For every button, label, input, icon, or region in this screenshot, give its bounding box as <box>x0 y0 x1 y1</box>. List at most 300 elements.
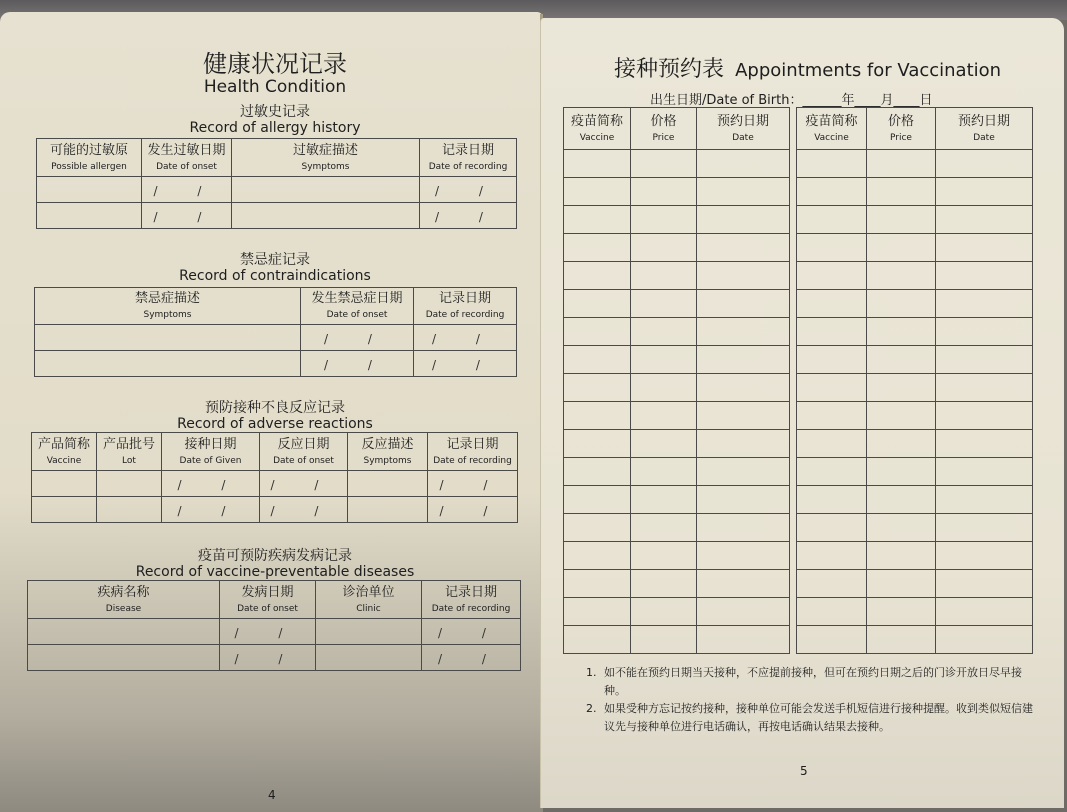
entry-cell[interactable] <box>936 458 1033 486</box>
table-row <box>37 177 517 203</box>
entry-cell[interactable] <box>797 150 867 178</box>
entry-cell[interactable] <box>348 497 428 523</box>
entry-cell[interactable] <box>631 150 697 178</box>
entry-cell[interactable] <box>97 471 162 497</box>
date-cell[interactable] <box>220 645 316 671</box>
entry-cell[interactable] <box>232 203 420 229</box>
table-header-row <box>37 139 517 177</box>
entry-cell[interactable] <box>936 598 1033 626</box>
table-row <box>797 626 1033 654</box>
entry-cell[interactable] <box>564 150 631 178</box>
column-header-cn: 可能的过敏原 <box>49 142 128 158</box>
table-row <box>564 290 790 318</box>
page-number-left: 4 <box>268 788 276 802</box>
column-header <box>316 581 422 619</box>
entry-cell[interactable] <box>697 346 790 374</box>
entry-cell[interactable] <box>936 626 1033 654</box>
entry-cell[interactable] <box>28 645 220 671</box>
column-header-cn: 记录日期 <box>444 584 497 600</box>
adverse-reactions-table <box>31 432 518 523</box>
table-row <box>797 346 1033 374</box>
entry-cell[interactable] <box>867 542 936 570</box>
appointments-table-left <box>563 107 790 654</box>
entry-cell[interactable] <box>797 458 867 486</box>
entry-cell[interactable] <box>936 346 1033 374</box>
entry-cell[interactable] <box>631 542 697 570</box>
cell-value: / / <box>153 184 220 198</box>
table-row <box>564 486 790 514</box>
entry-cell[interactable] <box>631 234 697 262</box>
entry-cell[interactable] <box>936 234 1033 262</box>
column-header-cn: 产品简称 <box>37 436 90 452</box>
table-row <box>35 351 517 377</box>
table-header-row <box>564 108 790 150</box>
entry-cell[interactable] <box>936 178 1033 206</box>
date-cell[interactable] <box>422 619 521 645</box>
entry-cell[interactable] <box>564 206 631 234</box>
column-header-cn: 诊治单位 <box>342 584 395 600</box>
entry-cell[interactable] <box>797 430 867 458</box>
column-header-cn: 疾病名称 <box>97 584 150 600</box>
entry-cell[interactable] <box>697 318 790 346</box>
column-header-en: Disease <box>105 603 142 614</box>
entry-cell[interactable] <box>564 178 631 206</box>
entry-cell[interactable] <box>867 626 936 654</box>
entry-cell[interactable] <box>797 486 867 514</box>
column-header-cn: 发生过敏日期 <box>147 142 226 158</box>
date-cell[interactable] <box>220 619 316 645</box>
note-number: 1. <box>586 666 597 679</box>
column-header <box>28 581 220 619</box>
entry-cell[interactable] <box>631 514 697 542</box>
entry-cell[interactable] <box>697 178 790 206</box>
column-header <box>348 433 428 471</box>
table-row <box>564 374 790 402</box>
entry-cell[interactable] <box>631 486 697 514</box>
column-header-en: Date of recording <box>431 603 511 614</box>
table-row <box>37 203 517 229</box>
column-header-en: Price <box>652 132 675 143</box>
entry-cell[interactable] <box>867 374 936 402</box>
entry-cell[interactable] <box>867 346 936 374</box>
table-header-row <box>32 433 518 471</box>
entry-cell[interactable] <box>797 206 867 234</box>
entry-cell[interactable] <box>797 262 867 290</box>
table-row <box>797 178 1033 206</box>
entry-cell[interactable] <box>797 402 867 430</box>
column-header-en: Date of recording <box>433 455 512 466</box>
entry-cell[interactable] <box>697 374 790 402</box>
entry-cell[interactable] <box>867 486 936 514</box>
entry-cell[interactable] <box>797 598 867 626</box>
entry-cell[interactable] <box>867 234 936 262</box>
entry-cell[interactable] <box>32 471 97 497</box>
column-header <box>420 139 517 177</box>
column-header-en: Date of Given <box>179 455 242 466</box>
cell-value: / / <box>177 504 244 518</box>
appointments-title-cn: 接种预约表 <box>614 57 725 82</box>
entry-cell[interactable] <box>564 486 631 514</box>
column-header <box>867 108 936 150</box>
entry-cell[interactable] <box>867 598 936 626</box>
entry-cell[interactable] <box>867 430 936 458</box>
date-cell[interactable] <box>422 645 521 671</box>
appointments-table-right <box>796 107 1033 654</box>
page-title-en: Health Condition <box>203 77 347 97</box>
table-row <box>797 570 1033 598</box>
column-header-en: Symptoms <box>143 310 192 320</box>
date-cell[interactable] <box>301 325 414 351</box>
entry-cell[interactable] <box>867 458 936 486</box>
column-header-en: Date of recording <box>425 310 505 320</box>
note-number: 2. <box>586 702 597 715</box>
column-header-cn: 预约日期 <box>957 113 1010 129</box>
date-cell[interactable] <box>142 177 232 203</box>
entry-cell[interactable] <box>697 234 790 262</box>
entry-cell[interactable] <box>797 290 867 318</box>
cell-value: / / <box>432 358 498 372</box>
column-header-cn: 产品批号 <box>102 436 155 452</box>
dob-day-field[interactable]: ____ <box>893 93 920 108</box>
entry-cell[interactable] <box>564 430 631 458</box>
column-header-en: Possible allergen <box>51 161 127 172</box>
table-row <box>797 486 1033 514</box>
entry-cell[interactable] <box>37 203 142 229</box>
column-header-cn: 反应描述 <box>361 436 414 452</box>
table-row <box>797 374 1033 402</box>
entry-cell[interactable] <box>797 570 867 598</box>
table-row <box>564 402 790 430</box>
column-header <box>97 433 162 471</box>
entry-cell[interactable] <box>35 351 301 377</box>
entry-cell[interactable] <box>631 374 697 402</box>
note-item <box>586 664 1036 700</box>
entry-cell[interactable] <box>564 262 631 290</box>
entry-cell[interactable] <box>28 619 220 645</box>
dob-year-field[interactable]: ______ <box>802 93 842 108</box>
entry-cell[interactable] <box>797 374 867 402</box>
entry-cell[interactable] <box>936 318 1033 346</box>
column-header <box>422 581 521 619</box>
entry-cell[interactable] <box>936 374 1033 402</box>
table-row <box>564 542 790 570</box>
column-header-cn: 发生禁忌症日期 <box>311 291 403 306</box>
column-header-en: Vaccine <box>579 132 615 143</box>
entry-cell[interactable] <box>564 402 631 430</box>
entry-cell[interactable] <box>232 177 420 203</box>
column-header <box>37 139 142 177</box>
column-header-en: Symptoms <box>301 161 350 172</box>
table-row <box>797 402 1033 430</box>
entry-cell[interactable] <box>37 177 142 203</box>
table-row <box>32 497 518 523</box>
date-cell[interactable] <box>260 497 348 523</box>
entry-cell[interactable] <box>797 234 867 262</box>
entry-cell[interactable] <box>936 486 1033 514</box>
entry-cell[interactable] <box>697 262 790 290</box>
column-header-en: Date of onset <box>273 455 334 466</box>
column-header-cn: 记录日期 <box>441 142 494 158</box>
table-row <box>28 619 521 645</box>
entry-cell[interactable] <box>348 471 428 497</box>
entry-cell[interactable] <box>797 626 867 654</box>
column-header <box>260 433 348 471</box>
entry-cell[interactable] <box>564 626 631 654</box>
column-header-cn: 疫苗简称 <box>570 113 623 129</box>
entry-cell[interactable] <box>564 514 631 542</box>
entry-cell[interactable] <box>631 598 697 626</box>
dob-month-field[interactable]: ____ <box>854 93 881 108</box>
table-row <box>564 570 790 598</box>
entry-cell[interactable] <box>631 290 697 318</box>
cell-value: / / <box>438 626 504 640</box>
table-row <box>797 290 1033 318</box>
entry-cell[interactable] <box>797 178 867 206</box>
date-cell[interactable] <box>414 325 517 351</box>
entry-cell[interactable] <box>697 150 790 178</box>
entry-cell[interactable] <box>936 542 1033 570</box>
column-header-cn: 记录日期 <box>438 291 491 306</box>
table-row <box>564 206 790 234</box>
entry-cell[interactable] <box>697 626 790 654</box>
column-header <box>162 433 260 471</box>
table-row <box>797 234 1033 262</box>
table-row <box>797 598 1033 626</box>
column-header <box>220 581 316 619</box>
entry-cell[interactable] <box>867 514 936 542</box>
date-cell[interactable] <box>428 471 518 497</box>
entry-cell[interactable] <box>564 542 631 570</box>
dob-label: 出生日期/Date of Birth： <box>650 93 803 108</box>
cell-value: / / <box>435 210 501 224</box>
entry-cell[interactable] <box>936 150 1033 178</box>
entry-cell[interactable] <box>316 619 422 645</box>
column-header <box>301 288 414 325</box>
cell-value: / / <box>234 626 301 640</box>
entry-cell[interactable] <box>867 290 936 318</box>
entry-cell[interactable] <box>564 374 631 402</box>
cell-value: / / <box>324 332 390 346</box>
entry-cell[interactable] <box>697 290 790 318</box>
appointments-title <box>614 52 1001 83</box>
date-cell[interactable] <box>301 351 414 377</box>
column-header-en: Lot <box>122 455 136 466</box>
section-title-cn: 禁忌症记录 <box>240 252 310 268</box>
dob-day-unit: 日 <box>919 93 933 108</box>
entry-cell[interactable] <box>697 542 790 570</box>
column-header <box>414 288 517 325</box>
table-row <box>564 346 790 374</box>
column-header <box>631 108 697 150</box>
entry-cell[interactable] <box>936 262 1033 290</box>
dob-month-unit: 月 <box>880 93 894 108</box>
entry-cell[interactable] <box>797 542 867 570</box>
section-title-en: Record of contraindications <box>179 268 371 284</box>
entry-cell[interactable] <box>564 346 631 374</box>
entry-cell[interactable] <box>936 290 1033 318</box>
column-header-en: Date <box>732 132 754 143</box>
section-title-cn: 过敏史记录 <box>240 104 310 120</box>
entry-cell[interactable] <box>631 262 697 290</box>
table-row <box>564 430 790 458</box>
entry-cell[interactable] <box>697 402 790 430</box>
cell-value: / / <box>439 504 506 518</box>
entry-cell[interactable] <box>797 346 867 374</box>
entry-cell[interactable] <box>631 402 697 430</box>
column-header <box>232 139 420 177</box>
entry-cell[interactable] <box>867 402 936 430</box>
entry-cell[interactable] <box>631 178 697 206</box>
entry-cell[interactable] <box>867 318 936 346</box>
column-header <box>936 108 1033 150</box>
table-row <box>28 645 521 671</box>
column-header-cn: 过敏症描述 <box>292 142 358 158</box>
date-cell[interactable] <box>414 351 517 377</box>
table-row <box>564 262 790 290</box>
table-row <box>564 514 790 542</box>
entry-cell[interactable] <box>867 206 936 234</box>
entry-cell[interactable] <box>631 458 697 486</box>
note-text: 如不能在预约日期当天接种，不应提前接种，但可在预约日期之后的门诊开放日尽早接种。 <box>604 666 1022 697</box>
table-row <box>797 318 1033 346</box>
entry-cell[interactable] <box>867 178 936 206</box>
table-row <box>797 514 1033 542</box>
entry-cell[interactable] <box>564 290 631 318</box>
entry-cell[interactable] <box>936 402 1033 430</box>
cell-value: / / <box>439 478 506 492</box>
entry-cell[interactable] <box>797 514 867 542</box>
table-row <box>797 262 1033 290</box>
table-row <box>564 318 790 346</box>
column-header-en: Date of recording <box>428 161 508 172</box>
entry-cell[interactable] <box>867 262 936 290</box>
entry-cell[interactable] <box>936 430 1033 458</box>
entry-cell[interactable] <box>35 325 301 351</box>
entry-cell[interactable] <box>631 626 697 654</box>
page-title-cn: 健康状况记录 <box>203 50 347 78</box>
entry-cell[interactable] <box>631 346 697 374</box>
entry-cell[interactable] <box>697 486 790 514</box>
dob-year-unit: 年 <box>841 93 855 108</box>
column-header-cn: 价格 <box>650 113 677 129</box>
table-row <box>797 206 1033 234</box>
table-row <box>564 234 790 262</box>
table-row <box>564 178 790 206</box>
date-cell[interactable] <box>162 497 260 523</box>
entry-cell[interactable] <box>564 570 631 598</box>
entry-cell[interactable] <box>697 598 790 626</box>
column-header-cn: 接种日期 <box>184 436 237 452</box>
entry-cell[interactable] <box>564 234 631 262</box>
entry-cell[interactable] <box>936 570 1033 598</box>
entry-cell[interactable] <box>564 598 631 626</box>
vaccine-preventable-diseases-table <box>27 580 521 671</box>
date-cell[interactable] <box>428 497 518 523</box>
column-header-cn: 禁忌症描述 <box>134 291 200 306</box>
section-title-en: Record of adverse reactions <box>177 416 373 432</box>
entry-cell[interactable] <box>631 206 697 234</box>
column-header <box>797 108 867 150</box>
column-header <box>564 108 631 150</box>
date-of-birth-line <box>650 89 933 108</box>
column-header-cn: 发病日期 <box>241 584 294 600</box>
section-title-en: Record of allergy history <box>189 120 361 136</box>
column-header-en: Price <box>890 132 912 143</box>
entry-cell[interactable] <box>697 430 790 458</box>
table-header-row <box>797 108 1033 150</box>
column-header-cn: 价格 <box>887 113 914 129</box>
cell-value: / / <box>270 504 337 518</box>
column-header-en: Clinic <box>356 603 381 614</box>
entry-cell[interactable] <box>697 458 790 486</box>
column-header-en: Vaccine <box>46 455 82 466</box>
entry-cell[interactable] <box>867 570 936 598</box>
allergy-history-table <box>36 138 517 229</box>
entry-cell[interactable] <box>797 318 867 346</box>
table-header-row <box>35 288 517 325</box>
date-cell[interactable] <box>142 203 232 229</box>
cell-value: / / <box>324 358 390 372</box>
column-header-en: Date <box>973 132 995 143</box>
column-header-cn: 预约日期 <box>716 113 769 129</box>
entry-cell[interactable] <box>631 570 697 598</box>
cell-value: / / <box>153 210 220 224</box>
column-header-cn: 记录日期 <box>446 436 499 452</box>
table-row <box>797 542 1033 570</box>
table-row <box>797 150 1033 178</box>
entry-cell[interactable] <box>97 497 162 523</box>
appointments-title-en: Appointments for Vaccination <box>735 60 1002 81</box>
note-item <box>586 700 1036 736</box>
entry-cell[interactable] <box>697 570 790 598</box>
column-header <box>428 433 518 471</box>
cell-value: / / <box>234 652 301 666</box>
appointment-notes <box>586 664 1036 736</box>
column-header-cn: 疫苗简称 <box>805 113 858 129</box>
entry-cell[interactable] <box>564 458 631 486</box>
entry-cell[interactable] <box>564 318 631 346</box>
section-title-cn: 疫苗可预防疾病发病记录 <box>198 548 352 564</box>
cell-value: / / <box>435 184 501 198</box>
entry-cell[interactable] <box>631 318 697 346</box>
entry-cell[interactable] <box>936 206 1033 234</box>
column-header <box>697 108 790 150</box>
date-cell[interactable] <box>260 471 348 497</box>
entry-cell[interactable] <box>32 497 97 523</box>
cell-value: / / <box>432 332 498 346</box>
table-row <box>564 150 790 178</box>
table-header-row <box>28 581 521 619</box>
entry-cell[interactable] <box>936 514 1033 542</box>
date-cell[interactable] <box>420 203 517 229</box>
column-header-en: Date of onset <box>237 603 298 614</box>
entry-cell[interactable] <box>867 150 936 178</box>
column-header <box>32 433 97 471</box>
entry-cell[interactable] <box>631 430 697 458</box>
entry-cell[interactable] <box>697 514 790 542</box>
date-cell[interactable] <box>420 177 517 203</box>
column-header-en: Vaccine <box>814 132 849 143</box>
entry-cell[interactable] <box>697 206 790 234</box>
table-row <box>32 471 518 497</box>
entry-cell[interactable] <box>316 645 422 671</box>
table-row <box>35 325 517 351</box>
column-header-cn: 反应日期 <box>277 436 330 452</box>
table-row <box>564 626 790 654</box>
column-header-en: Date of onset <box>156 161 217 172</box>
table-row <box>797 458 1033 486</box>
date-cell[interactable] <box>162 471 260 497</box>
